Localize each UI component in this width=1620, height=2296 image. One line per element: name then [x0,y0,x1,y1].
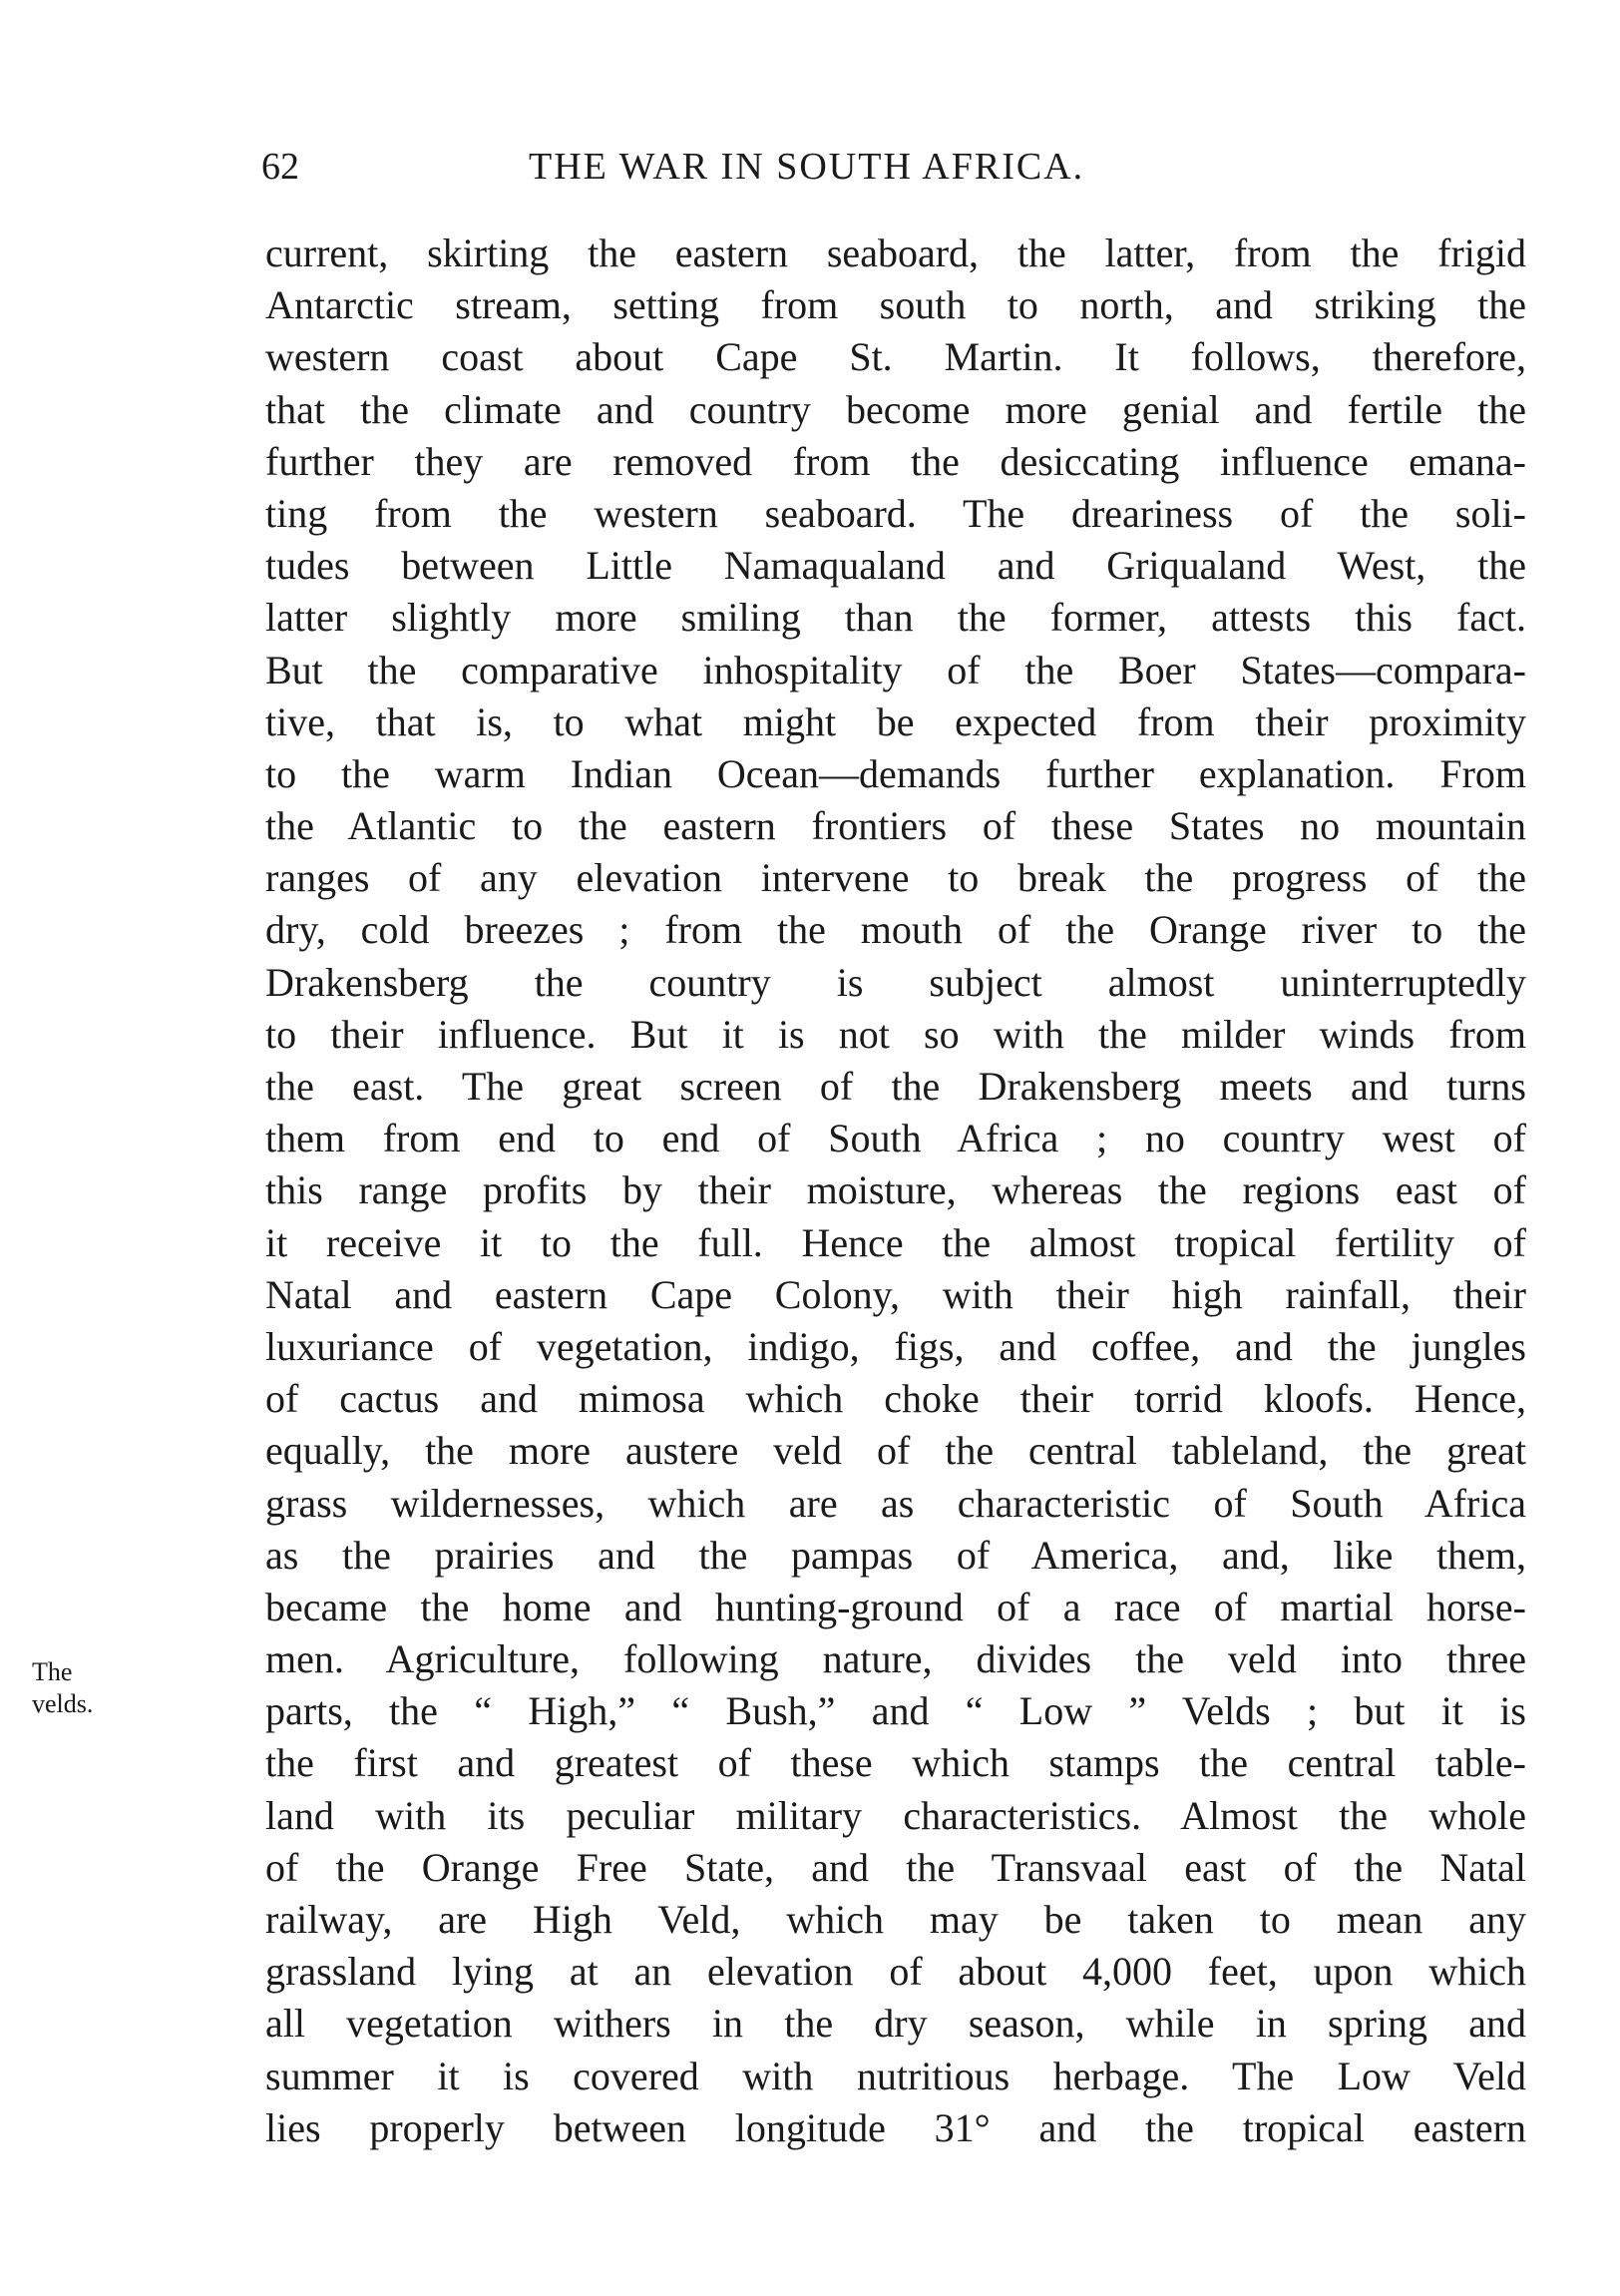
text-line: all vegetation withers in the dry season, while in spring and [265,2001,1526,2047]
margin-note [32,1656,93,1720]
text-line: tudes between Little Namaqualand and Griqualand West, the [265,543,1526,589]
text-line: But the comparative inhospitality of the Boer States—compara- [265,647,1526,692]
text-line: luxuriance of vegetation, indigo, figs, and coffee, and the jungles [265,1323,1526,1369]
text-line: to the warm Indian Ocean—demands further explanation. From [265,750,1526,796]
text-line: Drakensberg the country is subject almost uninterruptedly [265,959,1526,1005]
text-line: that the climate and country become more genial and fertile the [265,386,1526,432]
text-line: equally, the more austere veld of the central tableland, the great [265,1428,1526,1474]
text-line: to their influence. But it is not so with the milder winds from [265,1011,1526,1057]
text-line: grass wildernesses, which are as characteristic of South Africa [265,1480,1526,1526]
text-line: Antarctic stream, setting from south to north, and striking the [265,282,1526,328]
text-line: ranges of any elevation intervene to break the progress of the [265,855,1526,901]
text-line: the first and greatest of these which stamps the central table- [265,1740,1526,1786]
text-line: it receive it to the full. Hence the almost tropical fertility of [265,1219,1526,1265]
text-line: them from end to end of South Africa ; no country west of [265,1116,1526,1161]
text-line: Natal and eastern Cape Colony, with their high rainfall, their [265,1271,1526,1317]
text-line: parts, the “ High,” “ Bush,” and “ Low ” Velds ; but it is [265,1688,1526,1734]
text-line: grassland lying at an elevation of about 4,000 feet, upon which [265,1949,1526,1995]
running-title: THE WAR IN SOUTH AFRICA. [529,146,1085,188]
text-line: latter slightly more smiling than the former, attests this fact. [265,595,1526,641]
text-line: this range profits by their moisture, whereas the regions east of [265,1167,1526,1213]
text-line: further they are removed from the desiccating influence emana- [265,438,1526,484]
text-line: the east. The great screen of the Drakensberg meets and turns [265,1064,1526,1109]
text-line: railway, are High Veld, which may be taken to mean any [265,1897,1526,1942]
text-line: of the Orange Free State, and the Transvaal east of the Natal [265,1844,1526,1890]
text-line: the Atlantic to the eastern frontiers of these States no mountain [265,803,1526,849]
text-line: men. Agriculture, following nature, divides the veld into three [265,1636,1526,1682]
text-line: of cactus and mimosa which choke their torrid kloofs. Hence, [265,1376,1526,1422]
text-line: lies properly between longitude 31° and the tropical eastern [265,2104,1526,2150]
text-line: western coast about Cape St. Martin. It follows, therefore, [265,334,1526,380]
text-line: tive, that is, to what might be expected from their proximity [265,698,1526,744]
margin-note-line: velds. [32,1689,94,1718]
text-line: land with its peculiar military characteristics. Almost the whole [265,1792,1526,1838]
page-number: 62 [261,146,299,188]
text-line: summer it is covered with nutritious herbage. The Low Veld [265,2053,1526,2098]
text-line: as the prairies and the pampas of America, and, like them, [265,1532,1526,1578]
body-text [265,228,1526,2154]
text-line: became the home and hunting-ground of a race of martial horse- [265,1584,1526,1629]
text-line: current, skirting the eastern seaboard, the latter, from the frigid [265,230,1526,275]
text-line: dry, cold breezes ; from the mouth of the Orange river to the [265,907,1526,953]
text-line: ting from the western seaboard. The dreariness of the soli- [265,490,1526,536]
margin-note-line: The [32,1657,73,1686]
